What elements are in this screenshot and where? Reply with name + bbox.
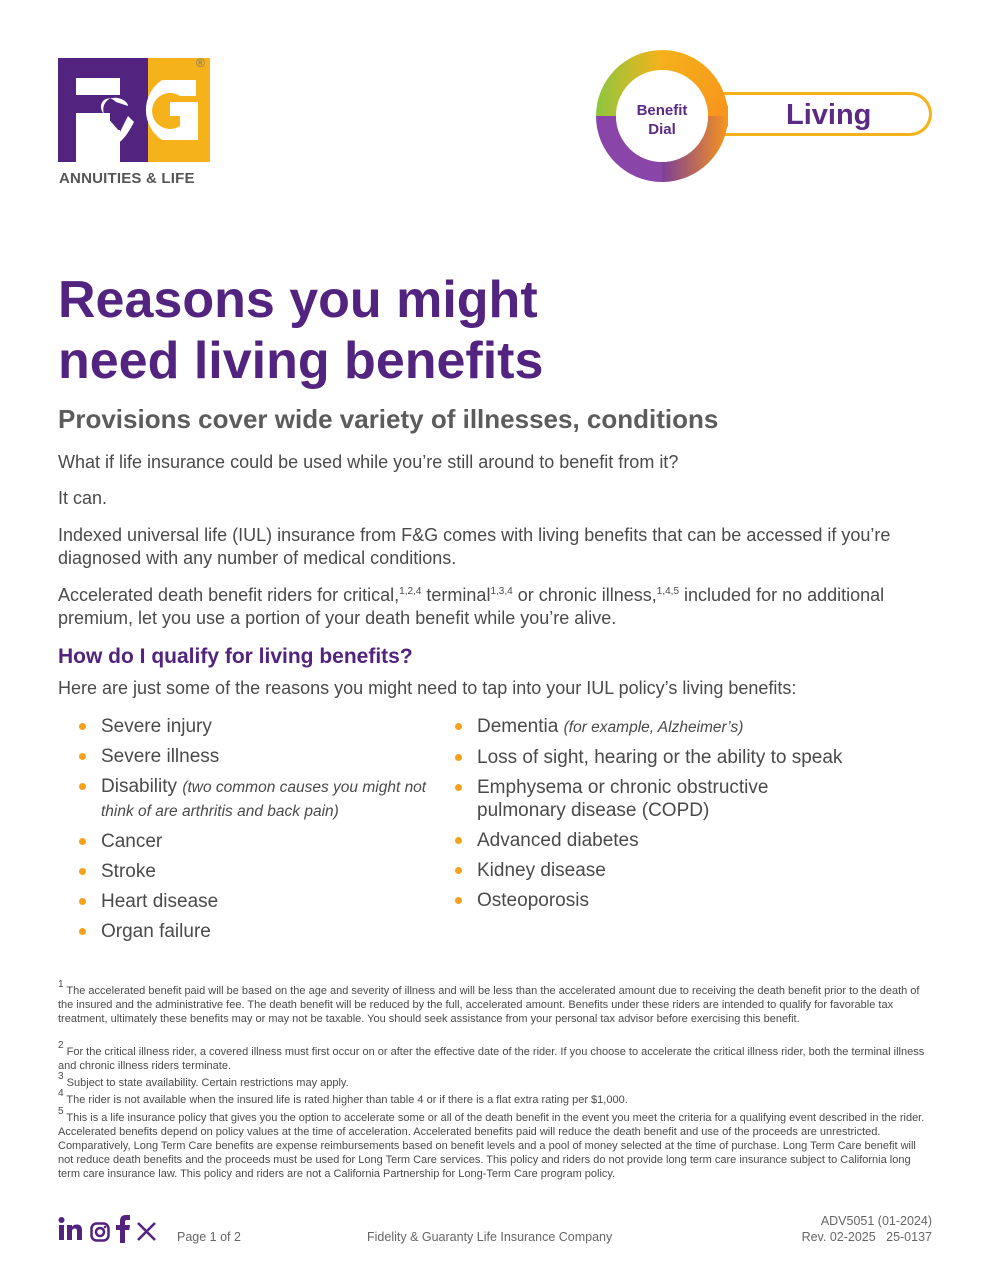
- item-text: Emphysema or chronic obstructive pulmonary disease (COPD): [477, 777, 769, 821]
- footnote-2: [58, 1040, 934, 1073]
- item-text: Severe injury: [101, 716, 212, 737]
- footnote-4: [58, 1088, 934, 1107]
- item-note: (for example, Alzheimer’s): [563, 719, 744, 736]
- form-number: ADV5051 (01-2024): [820, 1214, 932, 1228]
- bullet-icon: [79, 723, 86, 730]
- list-item: [58, 715, 438, 738]
- list-item: [58, 775, 438, 823]
- item-text: Disability: [101, 776, 183, 797]
- riders-text-d: included for no additional premium, let you use a portion of your death benefit while you’re alive.: [58, 585, 885, 628]
- footnote-ref: 1,3,4: [490, 586, 513, 597]
- item-text: Osteoporosis: [477, 890, 589, 911]
- footnote-text: This is a life insurance policy that gives you the option to accelerate some or all of the death benefit in the event you meet the criteria for a qualifying event described in the rider. Accelerated benefits depend on policy values at the time of acceleration. Accelerated benefits paid will reduce the death benefit and use of the proceeds are unrestricted. Comparatively, Long Term Care benefits are expense reimbursements based on benefit levels and a pool of money selected at the time of purchase. Long Term Care benefit will not reduce death benefits and the proceeds must be used for Long Term Care services. This policy and riders do not provide long term care insurance subject to California long term care insurance law. This policy and riders are not a California Partnership for Long-Term Care program policy.: [58, 1112, 925, 1180]
- item-text: Severe illness: [101, 746, 220, 767]
- list-item: [434, 746, 884, 769]
- revision-number: Rev. 02-2025 25-0137: [801, 1230, 932, 1244]
- qualify-intro: Here are just some of the reasons you might need to tap into your IUL policy’s living benefits:: [58, 678, 797, 698]
- bullet-icon: [79, 928, 86, 935]
- riders-text-a: Accelerated death benefit riders for critical,: [58, 585, 400, 605]
- footnote-ref: 1,2,4: [399, 586, 422, 597]
- list-item: [434, 829, 884, 852]
- footnote-number: 5: [58, 1106, 64, 1117]
- page-number: Page 1 of 2: [177, 1230, 241, 1244]
- bullet-icon: [455, 723, 462, 730]
- list-item: [58, 745, 438, 768]
- iul-paragraph: Indexed universal life (IUL) insurance from F&G comes with living benefits that can be accessed if you’re diagnosed with any number of medical conditions.: [58, 525, 891, 568]
- x-icon[interactable]: [137, 1222, 156, 1241]
- qualify-heading: How do I qualify for living benefits?: [58, 645, 413, 668]
- item-note: (two common causes you might not think of are arthritis and back pain): [101, 779, 427, 820]
- item-text: Advanced diabetes: [477, 830, 639, 851]
- list-item: [58, 830, 438, 853]
- item-text: Kidney disease: [477, 860, 606, 881]
- title-line-2: need living benefits: [58, 332, 544, 390]
- instagram-icon[interactable]: [90, 1222, 110, 1242]
- title-line-1: Reasons you might: [58, 271, 538, 329]
- list-item: [58, 920, 438, 943]
- company-name: Fidelity & Guaranty Life Insurance Company: [367, 1230, 613, 1244]
- footnote-5: [58, 1106, 934, 1181]
- bullet-icon: [79, 868, 86, 875]
- answer-paragraph: It can.: [58, 488, 108, 508]
- list-item: [434, 715, 884, 739]
- bullet-icon: [455, 784, 462, 791]
- list-item: [58, 890, 438, 913]
- reasons-list-right: [434, 715, 884, 919]
- footnote-number: 4: [58, 1088, 64, 1099]
- footnote-number: 1: [58, 979, 64, 990]
- list-item: [434, 889, 884, 912]
- riders-paragraph: [58, 584, 938, 630]
- dial-label-line1: Benefit: [636, 102, 688, 119]
- bullet-icon: [79, 783, 86, 790]
- list-item: [434, 859, 884, 882]
- registered-mark: ®: [196, 56, 205, 70]
- item-text: Organ failure: [101, 921, 211, 942]
- linkedin-icon[interactable]: [58, 1216, 84, 1242]
- item-text: Cancer: [101, 831, 163, 852]
- living-label: Living: [786, 99, 872, 131]
- fg-logo: [58, 58, 210, 188]
- riders-text-c: or chronic illness,: [512, 585, 657, 605]
- footnote-text: For the critical illness rider, a covered illness must first occur on or after the effective date of the rider. If you choose to accelerate the critical illness rider, both the terminal illness and chronic illness riders terminate.: [58, 1046, 925, 1072]
- footnote-text: Subject to state availability. Certain restrictions may apply.: [66, 1077, 349, 1089]
- item-text: Dementia: [477, 716, 564, 737]
- bullet-icon: [455, 837, 462, 844]
- page-title: [58, 270, 758, 392]
- item-text: Heart disease: [101, 891, 219, 912]
- dial-label-line2: Dial: [648, 121, 676, 138]
- intro-paragraph: What if life insurance could be used while you’re still around to benefit from it?: [58, 452, 679, 472]
- logo-subtitle: ANNUITIES & LIFE: [59, 170, 195, 187]
- page-subtitle: Provisions cover wide variety of illnesses, conditions: [58, 404, 719, 434]
- facebook-icon[interactable]: [116, 1215, 130, 1243]
- footnote-number: 3: [58, 1071, 64, 1082]
- bullet-icon: [79, 753, 86, 760]
- item-text: Loss of sight, hearing or the ability to speak: [477, 747, 843, 768]
- footnote-1: [58, 979, 934, 1026]
- bullet-icon: [455, 867, 462, 874]
- bullet-icon: [79, 838, 86, 845]
- list-item: [58, 860, 438, 883]
- footnote-number: 2: [58, 1040, 64, 1051]
- bullet-icon: [455, 754, 462, 761]
- footnote-text: The rider is not available when the insured life is rated higher than table 4 or if there is a flat extra rating per $1,000.: [66, 1094, 628, 1106]
- dial-label: [616, 101, 708, 139]
- reasons-list-left: [58, 715, 438, 950]
- footnote-3: [58, 1071, 934, 1090]
- footnote-text: The accelerated benefit paid will be based on the age and severity of illness and will be less than the accelerated amount due to receiving the death benefit prior to the death of the insured and the administrative fee. The death benefit will be reduced by the full, accelerated amount. Benefits under these riders are intended to qualify for favorable tax treatment, ultimately these benefits may or may not be taxable. You should seek assistance from your personal tax advisor before exercising this benefit.: [58, 985, 920, 1025]
- bullet-icon: [79, 898, 86, 905]
- footnote-ref: 1,4,5: [656, 586, 680, 597]
- riders-text-b: terminal: [421, 585, 491, 605]
- bullet-icon: [455, 897, 462, 904]
- list-item: [434, 776, 884, 822]
- item-text: Stroke: [101, 861, 156, 882]
